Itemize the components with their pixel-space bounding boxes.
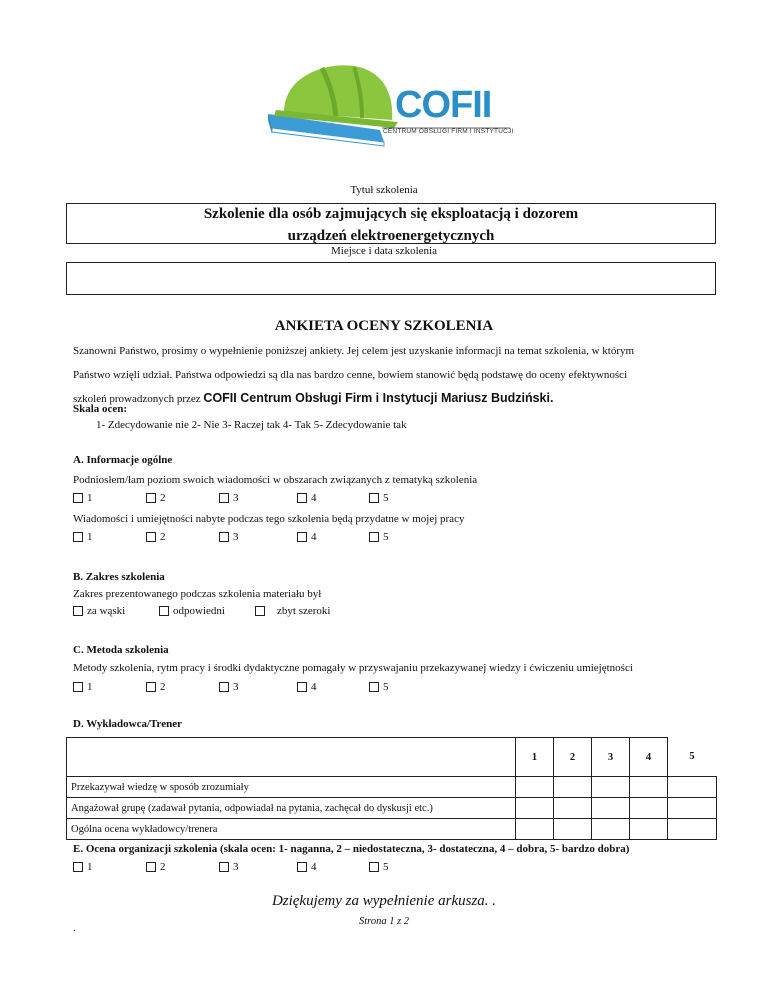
footer-dot: . xyxy=(73,922,76,934)
column-header: 2 xyxy=(554,738,592,777)
table-header-row xyxy=(67,738,717,777)
checkbox-icon xyxy=(219,532,229,542)
rating-option[interactable]: 4 xyxy=(297,861,317,873)
survey-heading: ANKIETA OCENY SZKOLENIA xyxy=(274,318,494,334)
row-label: Przekazywał wiedzę w sposób zrozumiały xyxy=(67,777,516,798)
checkbox-icon xyxy=(73,606,83,616)
scale-text: 1- Zdecydowanie nie 2- Nie 3- Raczej tak 4- Tak 5- Zdecydowanie tak xyxy=(96,419,407,431)
place-date-field[interactable] xyxy=(66,262,716,295)
rating-option[interactable]: 2 xyxy=(146,531,166,543)
intro-line-1: Szanowni Państwo, prosimy o wypełnienie poniższej ankiety. Jej celem jest uzyskanie informacji na temat szkolenia, w którym xyxy=(73,345,635,357)
rating-cell[interactable] xyxy=(630,777,668,798)
rating-cell[interactable] xyxy=(668,798,717,819)
place-label: Miejsce i data szkolenia xyxy=(331,245,437,257)
checkbox-icon xyxy=(73,682,83,692)
column-header: 4 xyxy=(630,738,668,777)
intro-line-2: Państwo wzięli udział. Państwa odpowiedzi są dla nas bardzo cenne, bowiem stanowić będą podstawę do oceny efektywności xyxy=(73,369,628,381)
checkbox-icon xyxy=(297,532,307,542)
column-header: 5 xyxy=(689,751,695,763)
rating-cell[interactable] xyxy=(554,777,592,798)
checkbox-icon xyxy=(159,606,169,616)
rating-option[interactable]: 5 xyxy=(369,681,389,693)
option-too-broad[interactable]: zbyt szeroki xyxy=(255,605,355,617)
rating-cell[interactable] xyxy=(554,819,592,840)
section-b-title: B. Zakres szkolenia xyxy=(73,571,165,583)
checkbox-icon xyxy=(369,532,379,542)
logo-subtitle: CENTRUM OBSŁUGI FIRM I INSTYTUCJI xyxy=(383,128,514,135)
company-name: COFII Centrum Obsługi Firm i Instytucji Mariusz Budziński. xyxy=(203,391,554,405)
row-label: Angażował grupę (zadawał pytania, odpowiadał na pytania, zachęcał do dyskusji etc.) xyxy=(67,798,516,819)
rating-cell[interactable] xyxy=(668,819,717,840)
rating-option[interactable]: 5 xyxy=(369,531,389,543)
rating-option[interactable]: 2 xyxy=(146,681,166,693)
table-row xyxy=(67,777,717,798)
rating-option[interactable]: 2 xyxy=(146,861,166,873)
rating-option[interactable]: 5 xyxy=(369,492,389,504)
rating-cell[interactable] xyxy=(554,798,592,819)
rating-option[interactable]: 3 xyxy=(219,861,239,873)
checkbox-icon xyxy=(369,682,379,692)
column-header: 1 xyxy=(516,738,554,777)
checkbox-icon xyxy=(146,862,156,872)
checkbox-icon xyxy=(219,862,229,872)
rating-cell[interactable] xyxy=(592,798,630,819)
row-label: Ogólna ocena wykładowcy/trenera xyxy=(67,819,516,840)
checkbox-icon xyxy=(369,862,379,872)
option-too-narrow[interactable]: za wąski xyxy=(73,605,153,617)
checkbox-icon xyxy=(219,493,229,503)
rating-option[interactable]: 3 xyxy=(219,531,239,543)
checkbox-icon xyxy=(73,493,83,503)
page-number: Strona 1 z 2 xyxy=(358,916,410,927)
section-a-title: A. Informacje ogólne xyxy=(73,454,173,466)
rating-cell[interactable] xyxy=(668,777,717,798)
title-field[interactable] xyxy=(66,203,716,244)
rating-cell[interactable] xyxy=(592,819,630,840)
title-line-2: urządzeń elektroenergetycznych xyxy=(287,228,495,244)
checkbox-icon xyxy=(219,682,229,692)
checkbox-icon xyxy=(146,493,156,503)
rating-cell[interactable] xyxy=(516,798,554,819)
rating-option[interactable]: 5 xyxy=(369,861,389,873)
rating-option[interactable]: 1 xyxy=(73,681,93,693)
checkbox-icon xyxy=(73,862,83,872)
trainer-rating-table xyxy=(66,737,717,840)
scale-label: Skala ocen: xyxy=(73,403,128,415)
column-header: 3 xyxy=(592,738,630,777)
section-c-q1: Metody szkolenia, rytm pracy i środki dydaktyczne pomagały w przyswajaniu przekazywanej wiedzy i ćwiczeniu umiejętności xyxy=(73,662,633,674)
rating-option[interactable]: 3 xyxy=(219,681,239,693)
rating-option[interactable]: 1 xyxy=(73,531,93,543)
rating-cell[interactable] xyxy=(630,819,668,840)
rating-option[interactable]: 1 xyxy=(73,861,93,873)
title-line-1: Szkolenie dla osób zajmujących się eksploatacją i dozorem xyxy=(203,206,579,222)
table-row xyxy=(67,798,717,819)
section-a-q2: Wiadomości i umiejętności nabyte podczas tego szkolenia będą przydatne w mojej pracy xyxy=(73,513,465,525)
rating-option[interactable]: 4 xyxy=(297,531,317,543)
checkbox-icon xyxy=(146,682,156,692)
checkbox-icon xyxy=(297,493,307,503)
option-adequate[interactable]: odpowiedni xyxy=(159,605,249,617)
logo-wordmark: COFII xyxy=(395,84,492,126)
rating-cell[interactable] xyxy=(516,819,554,840)
checkbox-icon xyxy=(369,493,379,503)
rating-option[interactable]: 4 xyxy=(297,681,317,693)
rating-option[interactable]: 1 xyxy=(73,492,93,504)
intro-line-3 xyxy=(73,391,553,405)
checkbox-icon xyxy=(297,682,307,692)
rating-cell[interactable] xyxy=(592,777,630,798)
rating-option[interactable]: 4 xyxy=(297,492,317,504)
intro-line-3-text: szkoleń prowadzonych przez xyxy=(73,393,201,405)
checkbox-icon xyxy=(73,532,83,542)
checkbox-icon xyxy=(297,862,307,872)
rating-cell[interactable] xyxy=(630,798,668,819)
section-e-title: E. Ocena organizacji szkolenia (skala ocen: 1- naganna, 2 – niedostateczna, 3- dostateczna, 4 – dobra, 5- bardzo dobra) xyxy=(73,843,630,855)
rating-cell[interactable] xyxy=(516,777,554,798)
section-a-q1: Podniosłem/łam poziom swoich wiadomości w obszarach związanych z tematyką szkolenia xyxy=(73,474,478,486)
thank-you-text: Dziękujemy za wypełnienie arkusza. . xyxy=(271,893,497,909)
checkbox-icon xyxy=(146,532,156,542)
rating-option[interactable]: 3 xyxy=(219,492,239,504)
section-d-title: D. Wykładowca/Trener xyxy=(73,718,182,730)
checkbox-icon xyxy=(255,606,265,616)
section-b-q1: Zakres prezentowanego podczas szkolenia materiału był xyxy=(73,588,322,600)
table-row xyxy=(67,819,717,840)
rating-option[interactable]: 2 xyxy=(146,492,166,504)
title-label: Tytuł szkolenia xyxy=(350,184,418,196)
section-c-title: C. Metoda szkolenia xyxy=(73,644,169,656)
